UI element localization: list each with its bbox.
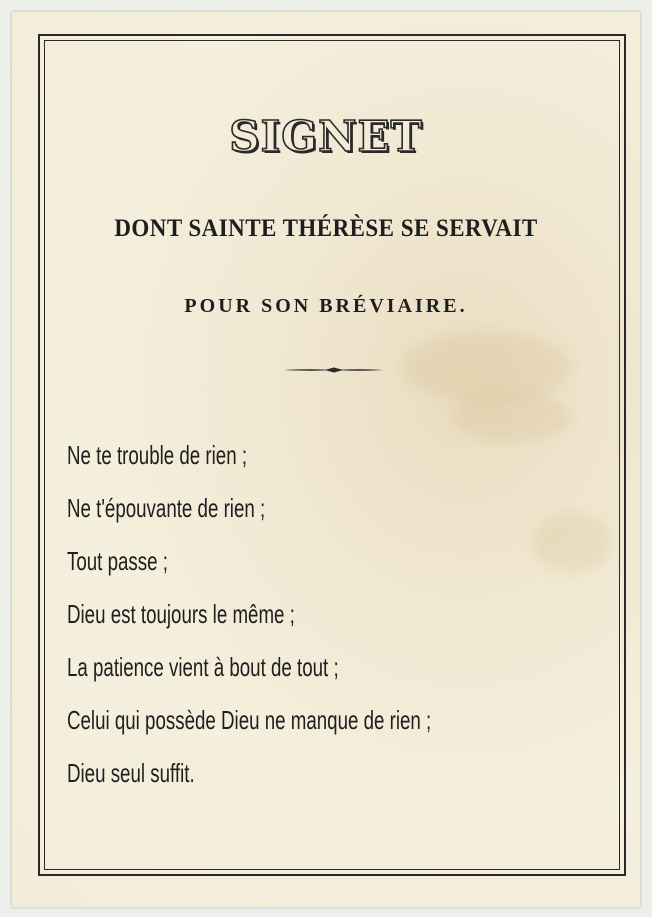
ornament-divider-icon bbox=[282, 364, 386, 376]
bookmark-card bbox=[12, 12, 640, 907]
verse-line: Dieu est toujours le même ; bbox=[67, 599, 295, 629]
subtitle-line-2: POUR SON BRÉVIAIRE. bbox=[184, 295, 468, 317]
subtitle-line-1: DONT SAINTE THÉRÈSE SE SERVAIT bbox=[114, 215, 538, 242]
verse-line: Ne t'épouvante de rien ; bbox=[67, 493, 266, 523]
verse-line: La patience vient à bout de tout ; bbox=[67, 652, 339, 682]
verse-list bbox=[67, 440, 573, 811]
verse-line: Tout passe ; bbox=[67, 546, 168, 576]
verse-line: Ne te trouble de rien ; bbox=[67, 440, 248, 470]
page-title: SIGNET bbox=[229, 112, 423, 161]
verse-line: Dieu seul suffit. bbox=[67, 758, 195, 788]
verse-line: Celui qui possède Dieu ne manque de rien ; bbox=[67, 705, 432, 735]
